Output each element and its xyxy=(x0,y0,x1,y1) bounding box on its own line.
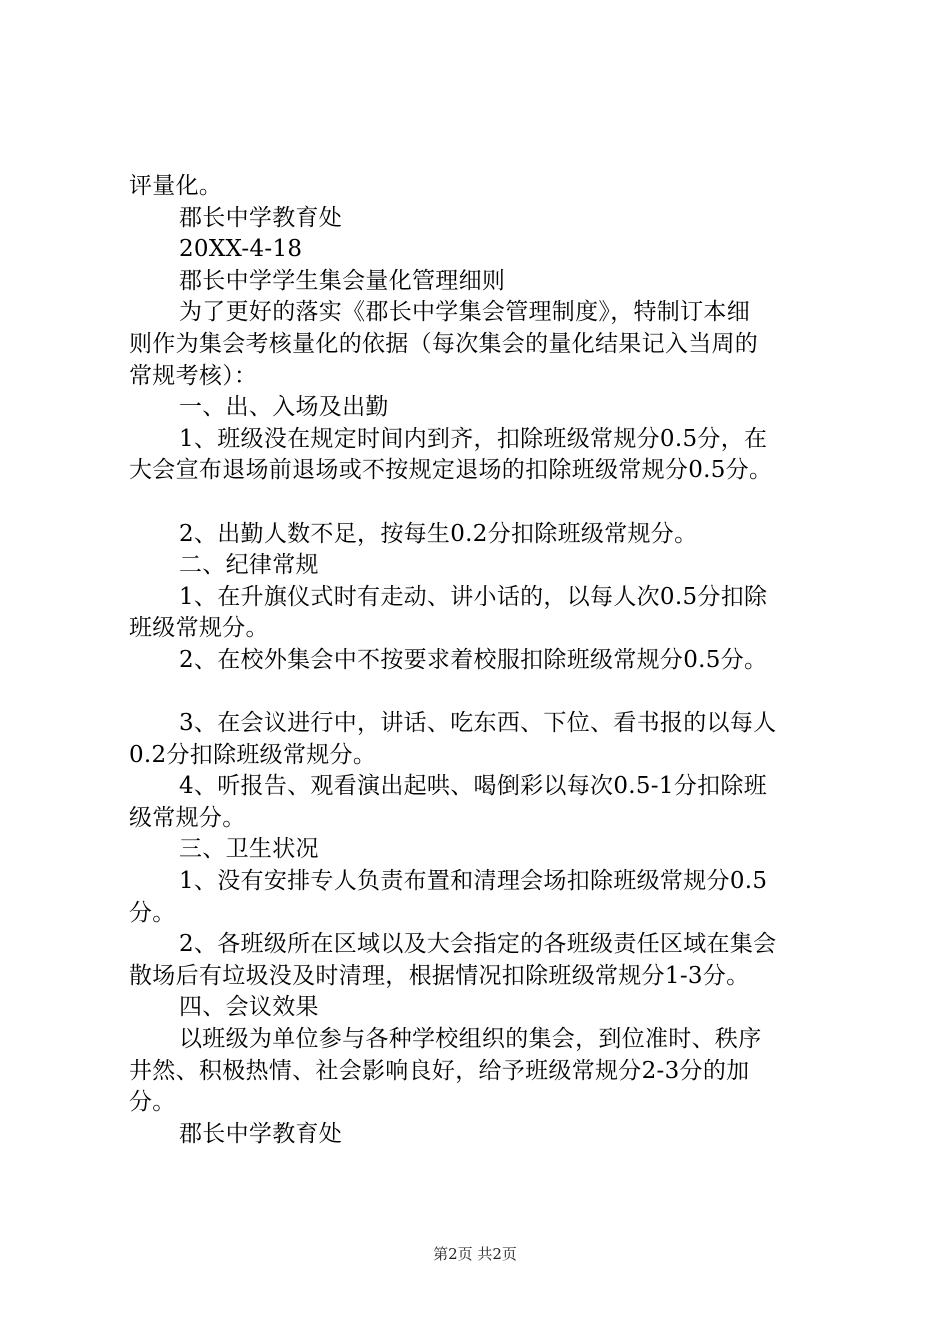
paragraph-line: 2、各班级所在区域以及大会指定的各班级责任区域在集会 xyxy=(179,931,777,958)
paragraph-line: 大会宣布退场前退场或不按规定退场的扣除班级常规分0.5分。 xyxy=(129,457,773,484)
document-title: 郡长中学学生集会量化管理细则 xyxy=(179,267,506,294)
section-heading: 一、出、入场及出勤 xyxy=(179,394,389,421)
paragraph-line: 散场后有垃圾没及时清理，根据情况扣除班级常规分1-3分。 xyxy=(129,962,750,989)
paragraph-line: 1、没有安排专人负责布置和清理会场扣除班级常规分0.5 xyxy=(179,868,768,895)
signature-line: 郡长中学教育处 xyxy=(179,204,343,231)
section-heading: 三、卫生状况 xyxy=(179,836,319,863)
paragraph-line: 分。 xyxy=(129,899,176,926)
paragraph-line: 级常规分。 xyxy=(129,804,246,831)
paragraph-line: 2、在校外集会中不按要求着校服扣除班级常规分0.5分。 xyxy=(179,646,768,673)
section-heading: 二、纪律常规 xyxy=(179,552,319,579)
paragraph-line: 则作为集会考核量化的依据（每次集会的量化结果记入当周的 xyxy=(129,330,759,357)
paragraph-line: 分。 xyxy=(129,1089,176,1116)
text-line: 评量化。 xyxy=(129,173,223,199)
blank-line xyxy=(129,487,834,519)
document-body xyxy=(129,171,834,1150)
paragraph-line: 2、出勤人数不足，按每生0.2分扣除班级常规分。 xyxy=(179,520,698,547)
paragraph-line: 为了更好的落实《郡长中学集会管理制度》，特制订本细 xyxy=(179,299,750,326)
paragraph-line: 1、班级没在规定时间内到齐，扣除班级常规分0.5分，在 xyxy=(179,425,768,452)
paragraph-line: 1、在升旗仪式时有走动、讲小话的，以每人次0.5分扣除 xyxy=(179,583,768,610)
page-footer: 第2页 共2页 xyxy=(433,1245,517,1263)
paragraph-line: 0.2分扣除班级常规分。 xyxy=(129,741,377,768)
paragraph-line: 常规考核）： xyxy=(129,362,258,389)
paragraph-line: 4、听报告、观看演出起哄、喝倒彩以每次0.5-1分扣除班 xyxy=(179,773,768,800)
paragraph-line: 班级常规分。 xyxy=(129,615,269,642)
date-line: 20XX-4-18 xyxy=(179,236,303,263)
paragraph-line: 井然、积极热情、社会影响良好，给予班级常规分2-3分的加 xyxy=(129,1057,750,1084)
paragraph-line: 3、在会议进行中，讲话、吃东西、下位、看书报的以每人 xyxy=(179,710,777,737)
paragraph-line: 以班级为单位参与各种学校组织的集会，到位准时、秩序 xyxy=(179,1026,762,1053)
blank-line xyxy=(129,677,834,709)
section-heading: 四、会议效果 xyxy=(179,994,319,1021)
signature-line: 郡长中学教育处 xyxy=(179,1120,343,1147)
